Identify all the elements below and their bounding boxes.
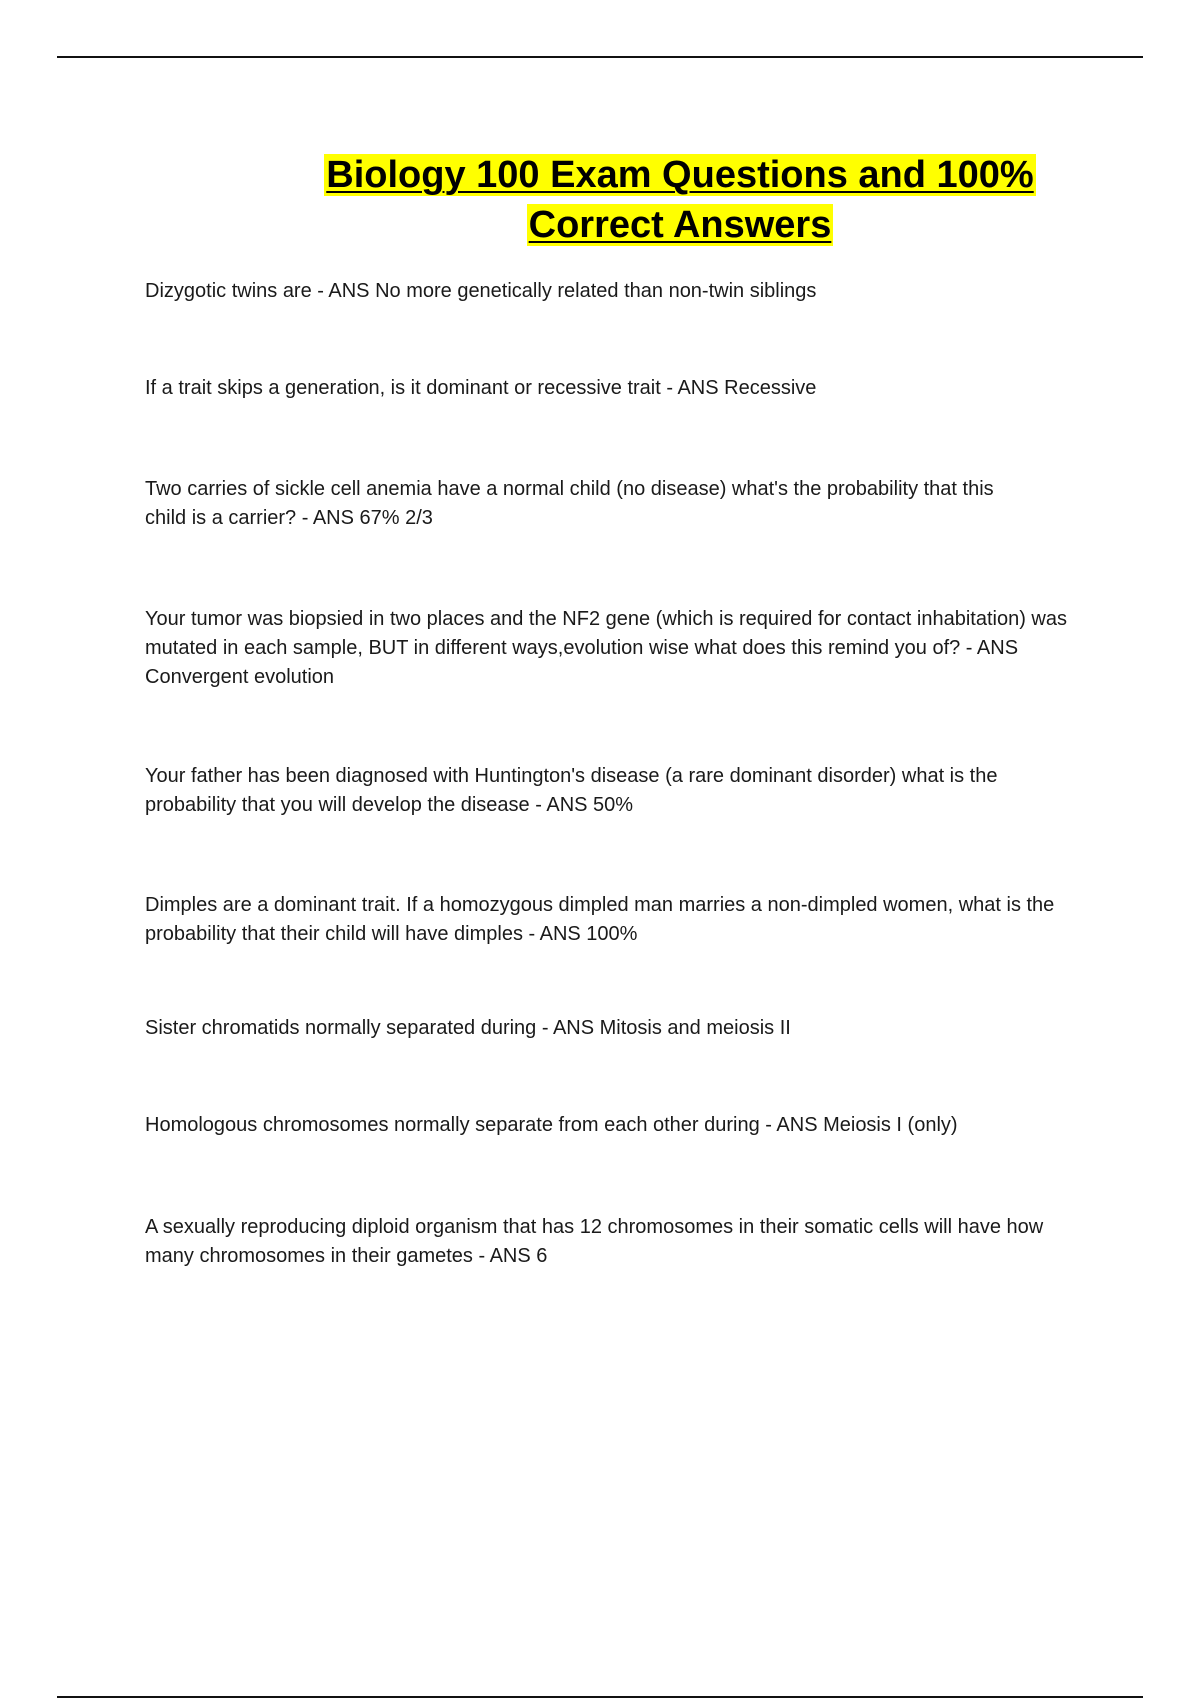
title-line-1: Biology 100 Exam Questions and 100%: [326, 154, 1034, 196]
header-rule: [57, 56, 1143, 58]
qa-item-9: A sexually reproducing diploid organism that has 12 chromosomes in their somatic cells will have how many chromosomes in their gametes - ANS 6: [145, 1216, 1044, 1267]
qa-item-3: Two carries of sickle cell anemia have a normal child (no disease) what's the probability that this child is a carrier? - ANS 67% 2/3: [145, 478, 994, 529]
qa-item-5: Your father has been diagnosed with Huntington's disease (a rare dominant disorder) what is the probability that you will develop the disease - ANS 50%: [145, 765, 998, 816]
qa-item-6: Dimples are a dominant trait. If a homozygous dimpled man marries a non-dimpled women, what is the probability that their child will have dimples - ANS 100%: [145, 894, 1055, 945]
title-line-2: Correct Answers: [528, 204, 832, 246]
footer-rule: [57, 1696, 1143, 1698]
qa-item-8: Homologous chromosomes normally separate from each other during - ANS Meiosis I (only): [145, 1114, 958, 1136]
qa-item-2: If a trait skips a generation, is it dominant or recessive trait - ANS Recessive: [145, 377, 817, 399]
qa-item-4: Your tumor was biopsied in two places and the NF2 gene (which is required for contact inhabitation) was mutated in each sample, BUT in different ways,evolution wise what does this remind you of? - ANS Convergent evolution: [145, 608, 1067, 688]
qa-item-1: Dizygotic twins are - ANS No more genetically related than non-twin siblings: [145, 280, 817, 302]
document-title: [300, 150, 1060, 250]
qa-item-7: Sister chromatids normally separated during - ANS Mitosis and meiosis II: [145, 1017, 791, 1039]
